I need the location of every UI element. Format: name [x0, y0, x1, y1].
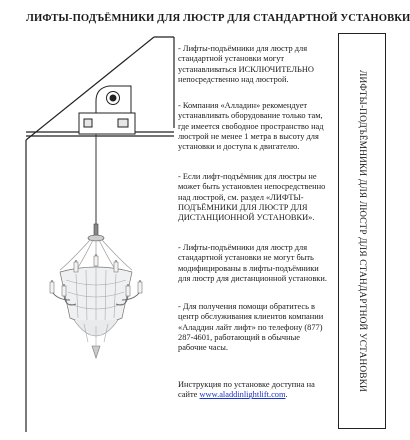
website-link[interactable]: www.aladdinlightlift.com — [199, 390, 286, 400]
instruction-paragraph: - Для получения помощи обратитесь в центр обслуживания клиентов компании «Аладдин лайт лифт» по телефону (877) 287-4601, работающий в обычные рабочие часы. — [178, 302, 324, 353]
instruction-paragraph: - Лифты-подъёмники для люстр для стандартной установки не могут быть модифицированы в лифты-подъёмники для люстр для дистанционной установки. — [178, 243, 327, 283]
chandelier-icon — [50, 224, 142, 358]
instruction-paragraph: - Лифты-подъёмники для люстр для стандартной установки могут устанавливаться ИСКЛЮЧИТЕЛЬНО непосредственно над люстрой. — [178, 44, 314, 84]
side-label: ЛИФТЫ-ПОДЪЁМНИКИ ДЛЯ ЛЮСТР ДЛЯ СТАНДАРТНОЙ УСТАНОВКИ — [357, 69, 367, 393]
instruction-paragraph: - Если лифт-подъёмник для люстры не может быть установлен непосредственно над люстрой, см. раздел «ЛИФТЫ-ПОДЪЁМНИКИ ДЛЯ ЛЮСТР ДЛЯ ДИСТАНЦИОННОЙ УСТАНОВКИ». — [178, 172, 326, 223]
page-title: ЛИФТЫ-ПОДЪЁМНИКИ ДЛЯ ЛЮСТР ДЛЯ СТАНДАРТНОЙ УСТАНОВКИ — [26, 13, 410, 24]
instruction-paragraph: - Компания «Алладин» рекомендует устанавливать оборудование только там, где имеется свободное пространство над люстрой не менее 1 метра в высоту для установки и доступа к двигателю. — [178, 101, 324, 152]
side-label-box — [338, 33, 386, 429]
instruction-footer — [178, 380, 328, 401]
footer-end: . — [285, 390, 288, 400]
footer-text: Инструкция по установке доступна на сайте — [178, 380, 315, 400]
lift-motor-icon — [79, 86, 135, 134]
